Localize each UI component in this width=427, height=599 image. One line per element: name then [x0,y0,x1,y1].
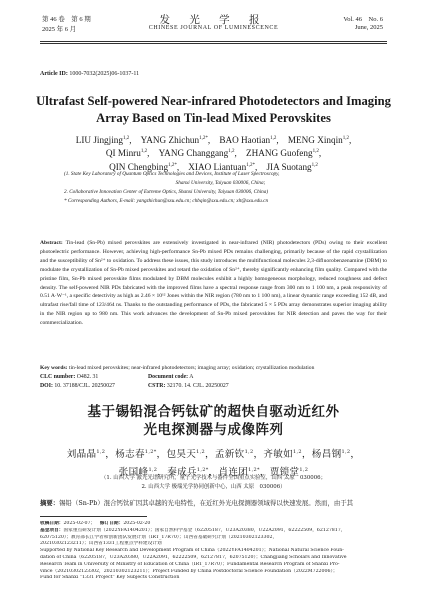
authors-en [30,133,397,173]
affiliations-cn: （1. 山西大学 激光光谱研究所，量子光学技术与器件全国重点实验室，山西 太原 030006； 2. 山西大学 极端光学协同创新中心，山西 太原 030006） [101,475,326,490]
journal-name-en: CHINESE JOURNAL OF LUMINESCENCE [148,25,279,31]
header-rule-bottom [40,43,387,44]
fund-line-6: Research Team in University of Ministry of Education of China（IRT_17R70）；Fundamental Research Program of Shanxi Pro- [40,561,340,567]
header-rule-top [40,41,387,42]
date-cn: 2025 年 6 月 [42,26,77,33]
footnote-rule [40,516,147,517]
running-header [0,12,427,38]
title-en: Ultrafast Self-powered Near-infrared Photodetectors and Imaging Array Based on Tin-lead Mixed Perovskites [36,94,391,125]
authors-en-line-3: QIN Chengbing$^{1,2*}$, XIAO Liantuan$^{1,2*}$, JIA Suotang$^{1,2}$ [109,161,318,172]
fund-line-3: 20210302123211）；山西省1331工程重点学科建设计划 [40,541,162,547]
affiliations-en: (1. State Key Laboratory of Quantum Optics Technologies and Devices, Institute of Laser Spectroscopy, Shanxi University, Taiyuan 030006, China; 2. Collaborative Innovation Center of Extreme Optics, Shanxi University, Taiyuan 030006, China) * Corresponding Authors, E-mail: yangzhichun@sxu.edu.cn; chbqin@sxu.edu.cn; xlt@sxu.edu.cn [64,171,280,204]
authors-en-line-2: QI Minru$^{1,2}$, YANG Changgang$^{1,2}$, ZHANG Guofeng$^{1,2}$, [105,148,322,159]
authors-cn-line-2: 张国峰$^{1,2}$，秦成兵$^{1,2*}$，肖连团$^{1,2*}$，贾锁堂$^{1,2}$ [118,466,309,478]
volume-issue-en: Vol. 46 No. 6 [343,16,383,23]
authors-cn-line-1: 刘晶晶$^{1,2}$，杨志春$^{1,2*}$，包昊天$^{1,2}$，孟新钦$^{1,2}$，齐敏如$^{1,2}$，杨昌钢$^{1,2}$， [66,449,361,461]
abstract-en: Abstract: Tin-lead (Sn-Pb) mixed perovskites are extensively investigated in near-infrared (NIR) photodetectors (PDs) owing to their excellent photoelectric performance. However, achieving high-performance Sn-Pb mixed PDs remains challenging, primarily because of the rapid crystallization and the susceptibility of Sn²⁺ to oxidation. To address these issues, this study introduces the multifunctional molecules 2,3-difluorobenzenamine (DBM) to modulate the crystallization of Sn-Pb mixed perovskites and retard the oxidation of Sn²⁺, thereby significantly enhancing film quality. Compared with the pristine film, Sn-Pb mixed perovskite films modulated by DBM molecules exhibit a highly homogeneous morphology, reduced roughness and defect density. The self-powered NIR PDs fabricated with the improved films have a spectral response range from 300 nm to 1 100 nm, a peak responsivity of 0.51 A·W⁻¹, a specific detectivity as high as 2.46 × 10¹² Jones within the NIR region (780 nm to 1 100 nm), a linear dynamic range exceeding 152 dB, and ultrafast rise/fall time of 123/464 ns. Thanks to the outstanding performance of PDs, the fabricated 5 × 5 PDs array demonstrates superior imaging ability in the NIR region up to 980 nm. This work advances the development of Sn-Pb mixed perovskites for NIR detection and paves the way for their commercialization. [40,240,387,327]
fund-line-4: Supported by National Key Research and Development Program of China（2022YFA1404201）；National Natural Science Foun- [40,548,344,554]
fund-line-1: 基金项目：国家重点研发计划（2022YFA1404201）；国家自然科学基金（62205187，U23A20380，U22A2091，62222509，62127817， [40,527,346,533]
dates-line: 收稿日期：2025-02-07； 修订日期：2025-02-20 [40,521,151,526]
fund-line-7: vince（20210302123302，20210302123211）；Project Funded by China Postdoctoral Science Foundation（2022M722006）； [40,568,338,574]
classification-row: CLC number: O482. 31 Document code: A [40,374,194,380]
volume-issue-cn: 第 46 卷 第 6 期 [42,16,91,23]
identifier-row: DOI: 10. 37188/CJL. 20250027 CSTR: 32170. 14. CJL. 20250027 [40,383,229,389]
title-cn: 基于锡铅混合钙钛矿的超快自驱动近红外 光电探测器与成像阵列 [87,404,340,438]
date-en: June, 2025 [354,24,383,31]
fund-line-2: 62075120）；教育部长江学者和创新团队发展计划（IRT_17R70）；山西省基础研究计划（20210302123302， [40,534,278,540]
footnotes [40,521,387,582]
authors-en-line-1: LIU Jingjing$^{1,2}$, YANG Zhichun$^{1,2*}$, BAO Haotian$^{1,2}$, MENG Xinqin$^{1,2}$, [75,135,352,146]
fund-line-5: dation of China（62205187，U23A20380，U22A2091，62222509，62127817，62075120）；Changjiang Scholars and Innovative [40,554,347,560]
abstract-cn: 摘要：锡铅（Sn-Pb）混合钙钛矿因其卓越的光电特性，在近红外光电探测器领域得以快速发展。然而，由于其 [40,499,354,507]
journal-name-cn: 发 光 学 报 [159,14,268,26]
article-id: Article ID: 1000-7032(2025)06-1037-11 [40,71,140,77]
keywords-en: Key words: tin-lead mixed perovskites; near-infrared photodetectors; imaging array; oxidation; crystallization modulation [40,365,315,371]
fund-line-8: Fund for Shanxi “1331 Project” Key Subjects Construction [40,575,180,581]
